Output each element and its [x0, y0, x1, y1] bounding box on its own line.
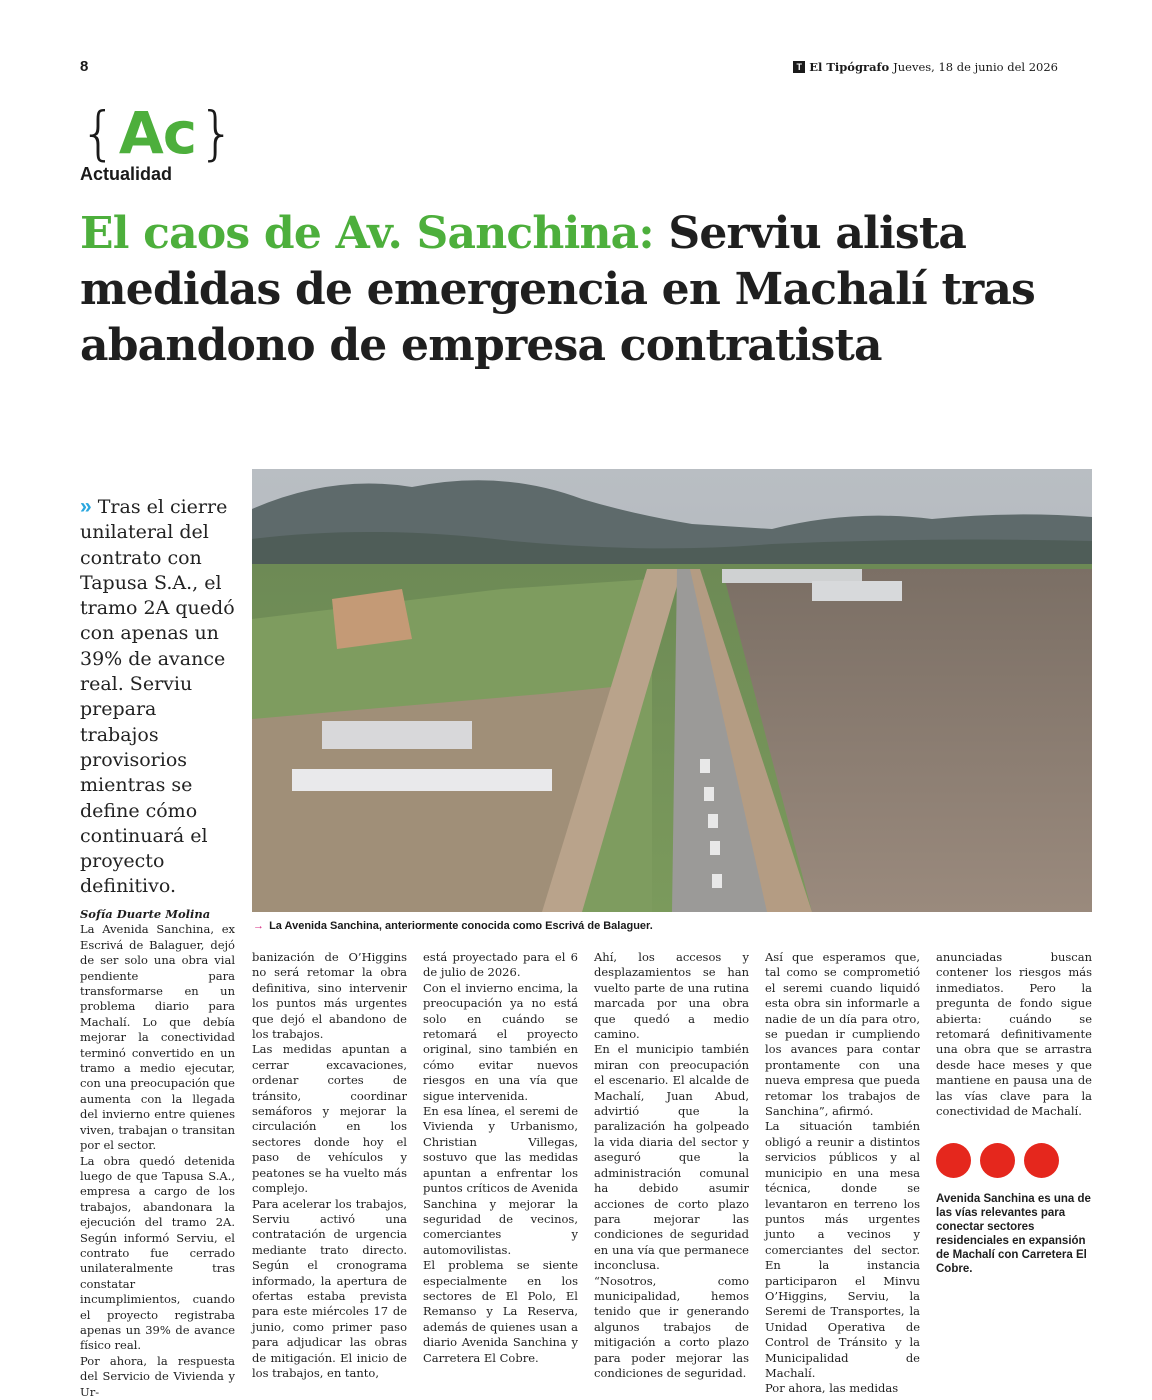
- issue-date: Jueves, 18 de junio del 2026: [893, 60, 1058, 74]
- lead-marker-icon: »: [80, 495, 92, 518]
- headline: [80, 206, 1080, 374]
- article-column-1: [80, 907, 235, 1400]
- lead-paragraph: [80, 494, 240, 900]
- article-column-2: [252, 950, 407, 1381]
- section-logo: [80, 99, 236, 167]
- article-column-3: [423, 950, 578, 1366]
- aerial-road-photo-illustration: [252, 469, 1092, 912]
- paragraph: En esa línea, el seremi de Vivienda y Urbanismo, Christian Villegas, sostuvo que las medidas apuntan a enfrentar los puntos críticos de Avenida Sanchina y mejorar la seguridad de vecinos, comerciantes y automovilistas.: [423, 1104, 578, 1257]
- caption-text: La Avenida Sanchina, anteriormente conocida como Escrivá de Balaguer.: [269, 920, 653, 932]
- masthead: [793, 60, 1058, 74]
- paragraph: El problema se siente especialmente en los sectores de El Polo, El Remanso y La Reserva, además de quienes usan a diario Avenida Sanchina y Carretera El Cobre.: [423, 1258, 578, 1365]
- paragraph: Con el invierno encima, la preocupación ya no está solo en cuándo se retomará el proyecto original, sino también en cómo evitar nuevos riesgos en una vía que sigue intervenida.: [423, 980, 578, 1103]
- photo-caption: [253, 920, 653, 932]
- paragraph: “Nosotros, como municipalidad, hemos tenido que ir generando algunos trabajos de mitigación a corto plazo para poder mejorar las condiciones de seguridad.: [594, 1273, 749, 1380]
- lead-text: Tras el cierre unilateral del contrato con Tapusa S.A., el tramo 2A quedó con apenas un 39% de avance real. Serviu prepara trabajos provisorios mientras se define cómo continuará el proyecto definitivo.: [80, 496, 235, 898]
- byline: Sofía Duarte Molina: [80, 907, 211, 921]
- publication-name: El Tipógrafo: [809, 60, 890, 74]
- red-dot-icon: [936, 1143, 971, 1178]
- red-dot-icon: [1024, 1143, 1059, 1178]
- headline-rest: Serviu alista medidas de emergencia en Machalí tras abandono de empresa contratista: [80, 208, 1036, 371]
- paragraph: En el municipio también miran con preocupación el escenario. El alcalde de Machalí, Juan Abud, advirtió que la paralización ha golpeado la vida diaria del sector y aseguró que la administración comunal ha debido asumir acciones de corto plazo para mejorar las condiciones de seguridad en una vía que permanece inconclusa.: [594, 1042, 749, 1273]
- paragraph: Las medidas apuntan a cerrar excavaciones, ordenar cortes de tránsito, coordinar semáforos y mejorar la circulación en los sectores donde hoy el paso de vehículos y peatones se ha vuelto más complejo.: [252, 1042, 407, 1196]
- paragraph: La Avenida Sanchina, ex Escrivá de Balaguer, dejó de ser solo una obra vial pendiente para transformarse en un problema diario para Machalí. Lo que debía mejorar la conectividad terminó convertido en un tramo a medio ejecutar, con una preocupación que aumenta con la llegada del invierno entre quienes viven, trabajan o transitan por el sector.: [80, 922, 235, 1153]
- headline-accent: El caos de Av. Sanchina:: [80, 208, 654, 259]
- paragraph: Para acelerar los trabajos, Serviu activó una contratación de urgencia mediante trato directo. Según el cronograma informado, la apertura de ofertas estaba prevista para este miércoles 17 de junio, como primer paso para adjudicar las obras de mitigación. El inicio de los trabajos, en tanto,: [252, 1196, 407, 1380]
- paragraph: anunciadas buscan contener los riesgos más inmediatos. Pero la pregunta de fondo sigue abierta: cuándo se retomará definitivamente una obra que se arrastra desde hace meses y que mantiene en pausa una de las vías clave para la conectividad de Machalí.: [936, 950, 1092, 1119]
- section-mark: [80, 99, 236, 192]
- red-dot-icon: [980, 1143, 1015, 1178]
- article-column-4: [594, 950, 749, 1381]
- paragraph: Por ahora, las medidas: [765, 1381, 899, 1396]
- paragraph: está proyectado para el 6 de julio de 2026.: [423, 950, 578, 980]
- brace-close: }: [198, 99, 236, 167]
- paragraph: La situación también obligó a reunir a distintos servicios públicos y al municipio en una mesa técnica, donde se levantaron en terreno los puntos más urgentes junto a vecinos y comerciantes del sector. En la instancia participaron el Minvu O’Higgins, Serviu, la Seremi de Transportes, la Unidad Operativa de Control de Tránsito y la Municipalidad de Machalí.: [765, 1119, 920, 1380]
- paragraph: banización de O’Higgins no será retomar la obra definitiva, sino intervenir los puntos más urgentes que dejó el abandono de los trabajos.: [252, 950, 407, 1042]
- article-column-6: [936, 950, 1092, 1276]
- paragraph: Así que esperamos que, tal como se comprometió el seremi cuando liquidó esta obra sin informarle a nadie de un día para otro, se puedan ir cumpliendo los avances para contar prontamente con una nueva empresa que pueda retomar los trabajos de Sanchina”, afirmó.: [765, 950, 920, 1119]
- sidebar-dots: [936, 1143, 1092, 1178]
- page-number: 8: [80, 58, 89, 75]
- brace-open: {: [80, 99, 117, 167]
- section-abbr: Ac: [118, 99, 197, 167]
- aerial-photo: [252, 469, 1092, 912]
- paragraph: La obra quedó detenida luego de que Tapusa S.A., empresa a cargo de los trabajos, abandonara la ejecución del tramo 2A. Según informó Serviu, el contrato fue cerrado unilateralmente tras constatar incumplimientos, cuando el proyecto registraba apenas un 39% de avance físico real.: [80, 1153, 235, 1353]
- paragraph: Por ahora, la respuesta del Servicio de Vivienda y Ur-: [80, 1353, 235, 1399]
- caption-arrow-icon: →: [253, 920, 264, 932]
- section-label: Actualidad: [80, 164, 173, 184]
- paragraph: Ahí, los accesos y desplazamientos se han vuelto parte de una rutina marcada por una obra que quedó a medio camino.: [594, 950, 749, 1042]
- article-column-5: [765, 950, 920, 1397]
- publication-logo-icon: T: [793, 61, 805, 73]
- sidebar-note: Avenida Sanchina es una de las vías relevantes para conectar sectores residenciales en expansión de Machalí con Carretera El Cobre.: [936, 1193, 1091, 1276]
